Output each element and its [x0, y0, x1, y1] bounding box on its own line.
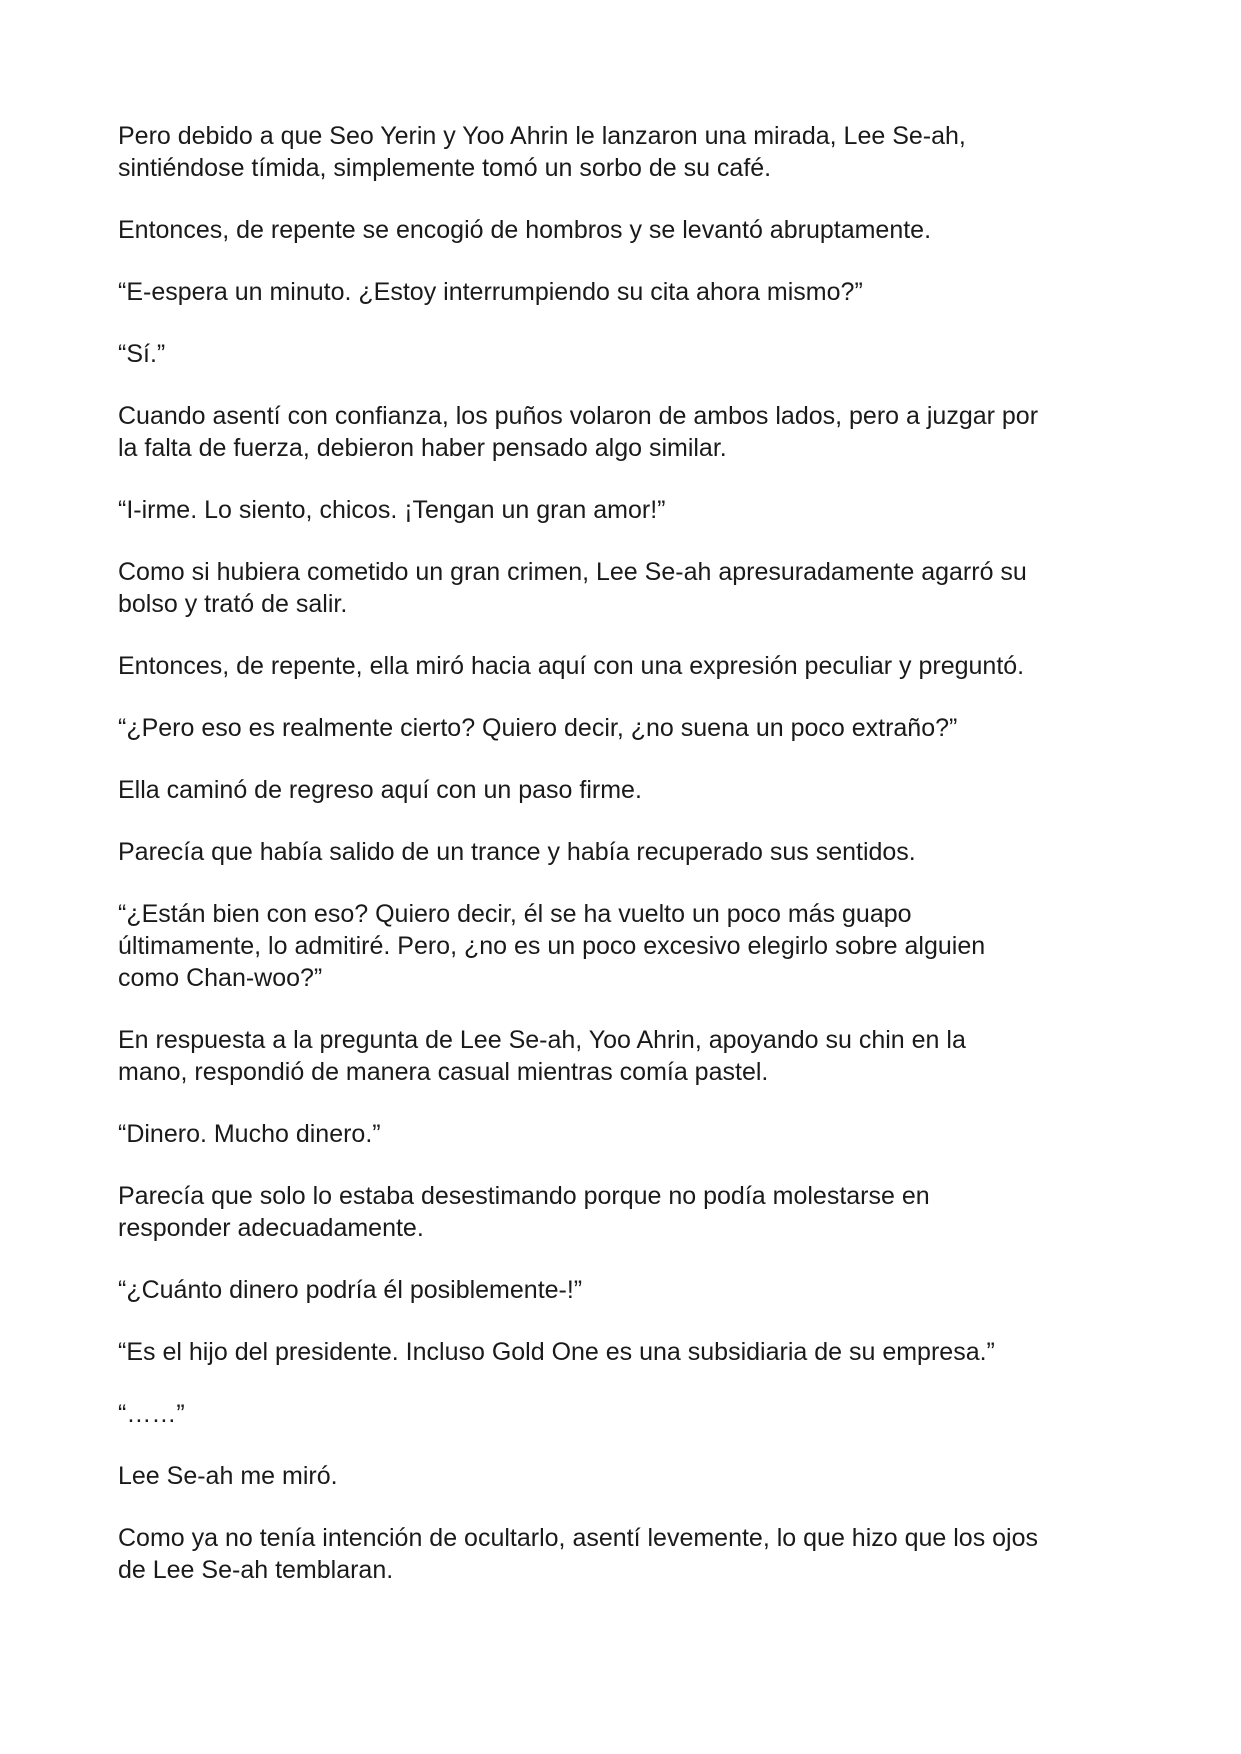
paragraph: “¿Pero eso es realmente cierto? Quiero decir, ¿no suena un poco extraño?”	[118, 714, 958, 742]
paragraph: Pero debido a que Seo Yerin y Yoo Ahrin le lanzaron una mirada, Lee Se-ah, sintiéndose tímida, simplemente tomó un sorbo de su café.	[118, 122, 966, 182]
paragraph: “¿Están bien con eso? Quiero decir, él se ha vuelto un poco más guapo últimamente, lo admitiré. Pero, ¿no es un poco excesivo elegirlo sobre alguien como Chan-woo?”	[118, 900, 986, 992]
paragraph: “……”	[118, 1400, 185, 1428]
paragraph: “¿Cuánto dinero podría él posiblemente-!”	[118, 1276, 583, 1304]
paragraph: Parecía que había salido de un trance y había recuperado sus sentidos.	[118, 838, 916, 866]
paragraph: Ella caminó de regreso aquí con un paso firme.	[118, 776, 642, 804]
paragraph: “E-espera un minuto. ¿Estoy interrumpiendo su cita ahora mismo?”	[118, 278, 863, 306]
paragraph: Cuando asentí con confianza, los puños volaron de ambos lados, pero a juzgar por la falta de fuerza, debieron haber pensado algo similar.	[118, 402, 1039, 462]
paragraph: “Es el hijo del presidente. Incluso Gold One es una subsidiaria de su empresa.”	[118, 1338, 995, 1366]
paragraph: En respuesta a la pregunta de Lee Se-ah, Yoo Ahrin, apoyando su chin en la mano, respondió de manera casual mientras comía pastel.	[118, 1026, 966, 1086]
paragraph: Entonces, de repente, ella miró hacia aquí con una expresión peculiar y preguntó.	[118, 652, 1025, 680]
paragraph: Como si hubiera cometido un gran crimen, Lee Se-ah apresuradamente agarró su bolso y trató de salir.	[118, 558, 1027, 618]
document-body	[118, 120, 1128, 1616]
paragraph: Lee Se-ah me miró.	[118, 1462, 338, 1490]
paragraph: “Dinero. Mucho dinero.”	[118, 1120, 381, 1148]
paragraph: Entonces, de repente se encogió de hombros y se levantó abruptamente.	[118, 216, 932, 244]
paragraph: Parecía que solo lo estaba desestimando porque no podía molestarse en responder adecuadamente.	[118, 1182, 930, 1242]
paragraph: Como ya no tenía intención de ocultarlo, asentí levemente, lo que hizo que los ojos de Lee Se-ah temblaran.	[118, 1524, 1039, 1584]
paragraph: “Sí.”	[118, 340, 166, 368]
paragraph: “I-irme. Lo siento, chicos. ¡Tengan un gran amor!”	[118, 496, 666, 524]
